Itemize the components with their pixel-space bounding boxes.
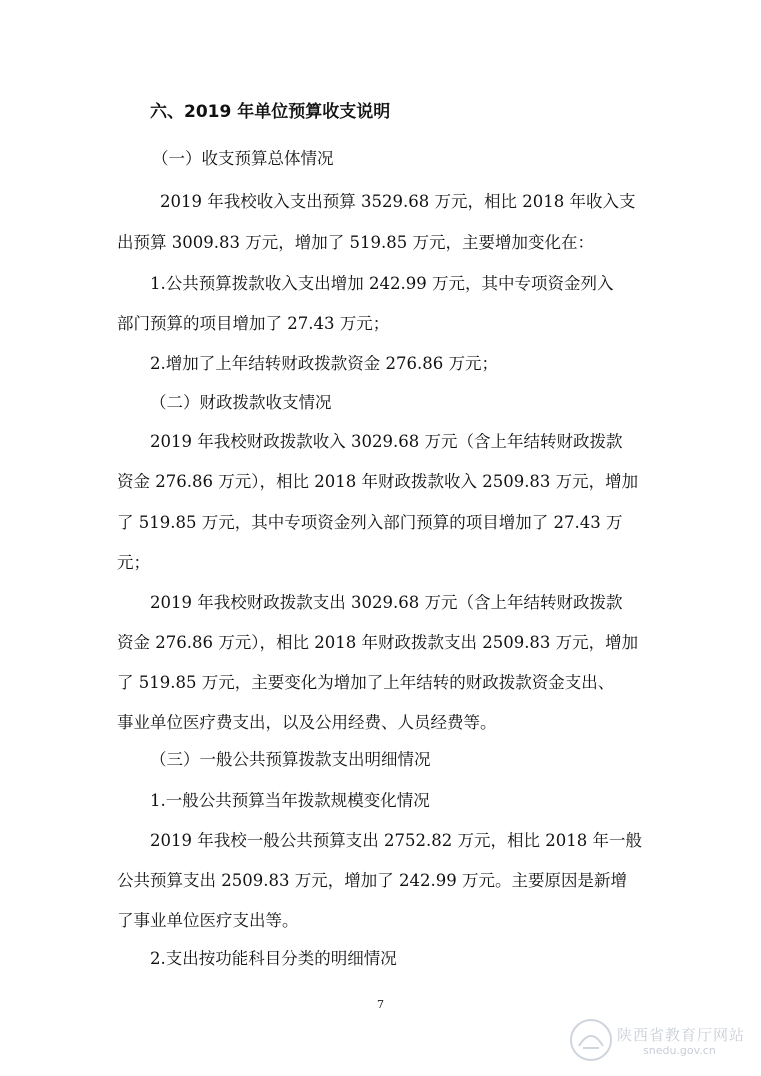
paragraph-line: 了 519.85 万元，主要变化为增加了上年结转的财政拨款资金支出、	[117, 673, 615, 692]
school-emblem-icon	[567, 1016, 615, 1064]
watermark-title: 陕西省教育厅网站	[617, 1026, 746, 1044]
paragraph-line: 公共预算支出 2509.83 万元，增加了 242.99 万元。主要原因是新增	[117, 871, 627, 890]
paragraph-line: 2.增加了上年结转财政拨款资金 276.86 万元；	[150, 354, 498, 373]
page-number: 7	[377, 998, 384, 1011]
paragraph-line: 了事业单位医疗支出等。	[117, 911, 299, 930]
paragraph-line: 2.支出按功能科目分类的明细情况	[150, 949, 397, 968]
site-watermark	[565, 1010, 755, 1072]
watermark-url: snedu.gov.cn	[643, 1044, 716, 1057]
paragraph-line: 2019 年我校一般公共预算支出 2752.82 万元，相比 2018 年一般	[150, 831, 642, 850]
subheading-1: （一）收支预算总体情况	[152, 149, 334, 168]
paragraph-line: 资金 276.86 万元），相比 2018 年财政拨款收入 2509.83 万元，增加	[117, 472, 639, 491]
subheading-2: （二）财政拨款收支情况	[150, 393, 332, 412]
paragraph-line: 事业单位医疗费支出，以及公用经费、人员经费等。	[117, 713, 497, 732]
paragraph-line: 2019 年我校收入支出预算 3529.68 万元，相比 2018 年收入支	[160, 192, 636, 211]
paragraph-line: 了 519.85 万元，其中专项资金列入部门预算的项目增加了 27.43 万	[117, 513, 623, 532]
paragraph-line: 出预算 3009.83 万元，增加了 519.85 万元，主要增加变化在：	[117, 233, 594, 252]
paragraph-line: 部门预算的项目增加了 27.43 万元；	[117, 314, 390, 333]
subheading-3: （三）一般公共预算拨款支出明细情况	[150, 750, 431, 769]
section-heading: 六、2019 年单位预算收支说明	[150, 102, 391, 122]
paragraph-line: 1.一般公共预算当年拨款规模变化情况	[150, 791, 430, 810]
paragraph-line: 2019 年我校财政拨款收入 3029.68 万元（含上年结转财政拨款	[150, 432, 623, 451]
paragraph-line: 2019 年我校财政拨款支出 3029.68 万元（含上年结转财政拨款	[150, 593, 623, 612]
paragraph-line: 1.公共预算拨款收入支出增加 242.99 万元，其中专项资金列入	[150, 274, 614, 293]
paragraph-line: 元；	[117, 553, 150, 572]
paragraph-line: 资金 276.86 万元），相比 2018 年财政拨款支出 2509.83 万元，增加	[117, 633, 639, 652]
